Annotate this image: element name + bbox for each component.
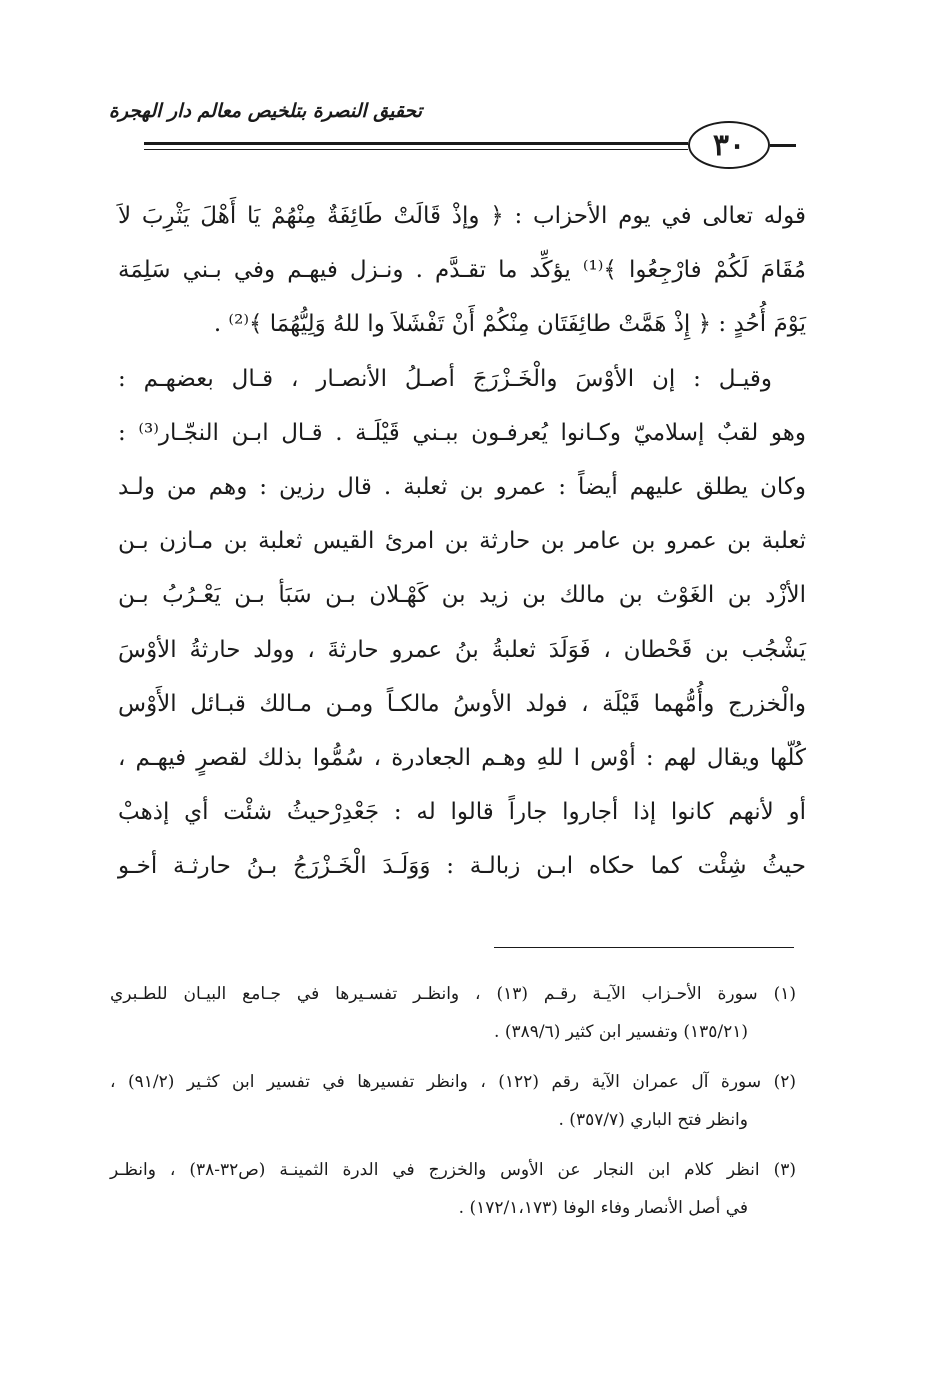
footnote-2	[110, 1063, 796, 1139]
footnote-text: وانظر فتح الباري (٣٥٧/٧) .	[558, 1110, 748, 1130]
body-line: وكان يطلق عليهم أيضاً : عمرو بن ثعلبة . قال رزين : وهم من ولـد	[118, 473, 806, 500]
footnotes	[110, 975, 796, 1227]
body-line: والْخزرج وأُمُّهما قَيْلَة ، فولد الأوسُ مالكـاً ومـن مـالك قبـائل الأَوْس	[118, 690, 806, 717]
body-line: مُقَامَ لَكُمْ فارْجِعُوا ﴾⁽¹⁾ يؤكِّد ما تقـدَّم . ونـزل فيهـم وفي بـني سَلِمَة	[118, 257, 806, 284]
body-line: وقيـل : إن الأوْسَ والْخَـزْرَجَ أصـلُ الأنصـار ، قـال بعضهـم :	[118, 365, 772, 392]
footnote-text: سورة آل عمران الآية رقم (١٢٢) ، وانظر تفسيرها في تفسير ابن كثـير (٩١/٢) ،	[110, 1072, 762, 1092]
page-number: ٣٠	[688, 121, 770, 169]
header-rule-thick	[144, 142, 688, 145]
body-line: أو لأنهم كانوا إذا أجاروا جاراً قالوا له : جَعْدِرْحيثُ شئْت أي إذهبْ	[118, 799, 806, 826]
body-text	[118, 189, 806, 893]
footnote-text: سورة الأحـزاب الآيـة رقـم (١٣) ، وانظـر تفسـيرها في جـامع البيـان للطـبري	[110, 984, 758, 1004]
body-line: كُلّها ويقال لهم : أوْس ا للهِ وهـم الجعادرة ، سُمُّوا بذلك لقصرٍ فيهـم ،	[118, 744, 806, 771]
body-line: حيثُ شِئْت كما حكاه ابـن زبالـة : وَوَلَـدَ الْخَـزْرَجُ بـنُ حارثـة أخـو	[118, 853, 806, 880]
footnote-marker: (٣)	[773, 1160, 796, 1180]
footnote-1	[110, 975, 796, 1051]
footnote-text: انظر كلام ابن النجار عن الأوس والخزرج في الدرة الثمينـة (ص٣٢-٣٨) ، وانظـر	[110, 1160, 760, 1180]
header-rule-tail	[770, 144, 796, 147]
running-title: تحقيق النصرة بتلخيص معالم دار الهجرة	[108, 100, 422, 122]
body-line: ثعلبة بن عمرو بن عامر بن حارثة بن امرئ القيس ثعلبة بن مـازن بـن	[118, 528, 806, 555]
footnote-text: في أصل الأنصار وفاء الوفا (١٧٢/١،١٧٣) .	[458, 1198, 748, 1218]
body-line: يَوْمَ أُحُدٍ : ﴿ إِذْ هَمَّتْ طائِفَتَان مِنْكُمْ أَنْ تَفْشَلاَ وا للهُ وَلِيُّهُمَا ﴾⁽²⁾ .	[213, 311, 806, 338]
footnote-text: (١٣٥/٢١) وتفسير ابن كثير (٣٨٩/٦) .	[494, 1022, 748, 1042]
header-rule-thin	[144, 149, 688, 150]
body-line: وهو لقبٌ إسلاميّ وكـانوا يُعرفـون ببـني قَيْلَـة . قـال ابـن النجّـار⁽³⁾ :	[118, 419, 807, 446]
footnote-3	[110, 1151, 796, 1227]
body-line: يَشْجُب بن قَحْطان ، فَوَلَدَ ثعلبةُ بنُ عمرو حارثةَ ، وولد حارثةُ الأوْسَ	[118, 636, 806, 663]
footnote-marker: (٢)	[773, 1072, 796, 1092]
body-line: الأزْد بن الغَوْث بن مالك بن زيد بن كَهْـلان بـن سَبَأ بـن يَعْـرُبُ بـن	[118, 582, 806, 609]
footnote-separator	[494, 947, 794, 948]
body-line: قوله تعالى في يوم الأحزاب : ﴿ وإذْ قَالَتْ طَائِفَةٌ مِنْهُمْ يَا أَهْلَ يَثْرِبَ لاَ	[118, 203, 806, 229]
footnote-marker: (١)	[773, 984, 796, 1004]
